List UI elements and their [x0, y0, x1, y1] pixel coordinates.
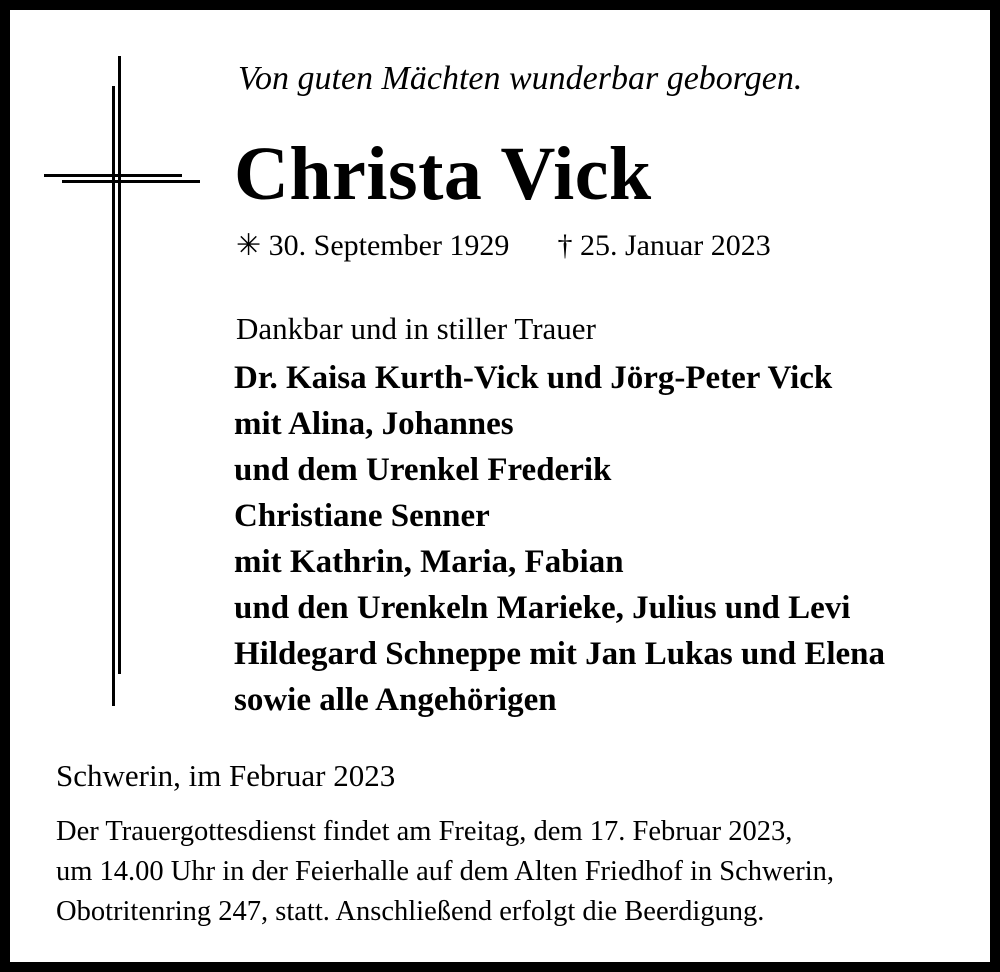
- mourner-line: und den Urenkeln Marieke, Julius und Levi: [234, 590, 851, 626]
- death-date: † 25. Januar 2023: [557, 229, 771, 262]
- cross-vertical-beam: [118, 56, 121, 674]
- motto: Von guten Mächten wunderbar geborgen.: [238, 60, 803, 97]
- service-info-line: Obotritenring 247, statt. Anschließend erfolgt die Beerdigung.: [56, 896, 765, 927]
- place-and-date: Schwerin, im Februar 2023: [56, 758, 396, 793]
- mourner-line: Hildegard Schneppe mit Jan Lukas und Elena: [234, 636, 886, 672]
- mourner-line: mit Kathrin, Maria, Fabian: [234, 544, 624, 580]
- mourning-intro: Dankbar und in stiller Trauer: [236, 311, 596, 346]
- cross-vertical-beam: [112, 86, 115, 706]
- cross-horizontal-beam: [62, 180, 200, 183]
- mourner-line: sowie alle Angehörigen: [234, 682, 557, 718]
- service-info-line: um 14.00 Uhr in der Feierhalle auf dem Alten Friedhof in Schwerin,: [56, 856, 835, 887]
- mourner-line: und dem Urenkel Frederik: [234, 452, 612, 488]
- mourner-line: Christiane Senner: [234, 498, 490, 534]
- service-info-line: Der Trauergottesdienst findet am Freitag, dem 17. Februar 2023,: [56, 816, 793, 847]
- mourner-line: mit Alina, Johannes: [234, 406, 514, 442]
- deceased-name: Christa Vick: [234, 132, 652, 216]
- cross-horizontal-beam: [44, 174, 182, 177]
- life-dates: [236, 231, 771, 261]
- mourner-line: Dr. Kaisa Kurth-Vick und Jörg-Peter Vick: [234, 360, 833, 396]
- birth-date: ✳ 30. September 1929: [236, 229, 510, 262]
